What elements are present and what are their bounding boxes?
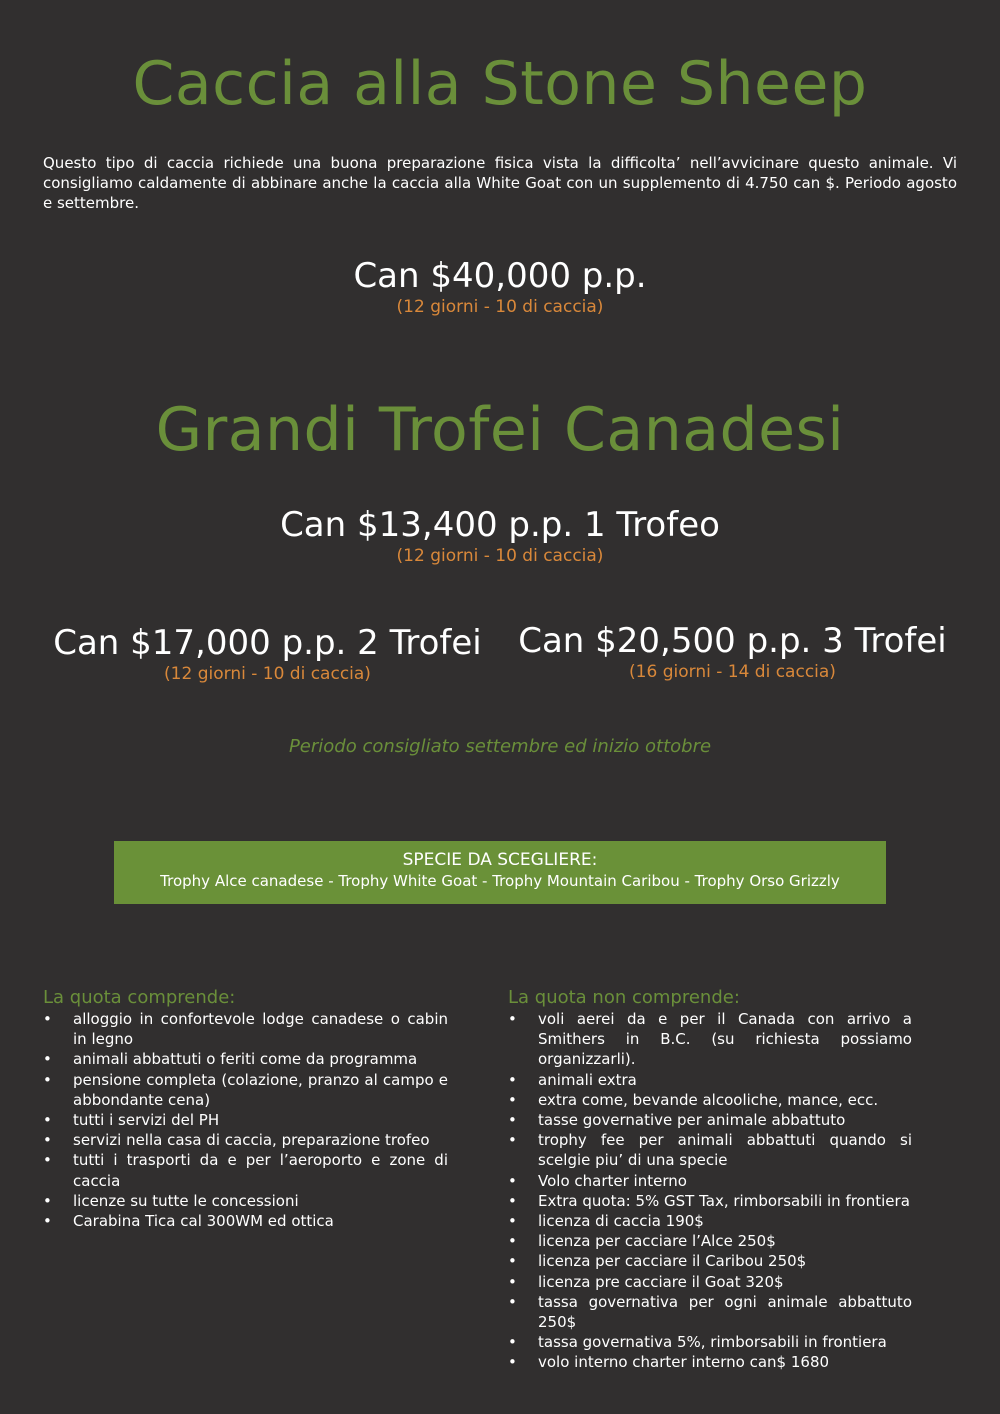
list-item [508,1070,912,1090]
bullet-icon: • [508,1070,517,1089]
list-item [508,1171,912,1191]
list-item [43,1049,448,1069]
list-item [508,1332,912,1352]
bullet-icon: • [508,1010,517,1028]
price-note: (12 giorni - 10 di caccia) [396,297,604,317]
species-list: Trophy Alce canadese - Trophy White Goat - Trophy Mountain Caribou - Trophy Orso Grizzly [160,872,840,890]
excludes-heading: La quota non comprende: [508,987,740,1008]
list-item-text: Volo charter interno [538,1171,687,1190]
includes-heading: La quota comprende: [43,987,236,1008]
bullet-icon: • [43,1212,52,1231]
price-amount: Can $13,400 p.p. 1 Trofeo [280,505,720,545]
list-item [43,1211,448,1231]
list-item [43,1150,448,1190]
bullet-icon: • [508,1292,517,1311]
list-item-text: animali extra [538,1070,637,1089]
list-item-text: Carabina Tica cal 300WM ed ottica [73,1212,334,1231]
list-item-text: licenza per cacciare il Caribou 250$ [538,1252,807,1271]
bullet-icon: • [43,1070,52,1089]
list-item [508,1191,912,1211]
list-item [508,1352,912,1372]
list-item-text: tassa governativa 5%, rimborsabili in frontiera [538,1333,887,1352]
price-amount: Can $17,000 p.p. 2 Trofei [53,623,482,663]
intro-paragraph: Questo tipo di caccia richiede una buona preparazione fisica vista la difficolta’ nell’avvicinare questo animale. Vi consigliamo caldamente di abbinare anche la caccia alla White Goat con un supplemento di 4.750 can $. Periodo agosto e settembre. [43,154,957,212]
bullet-icon: • [508,1111,517,1130]
list-item [508,1211,912,1231]
list-item-text: voli aerei da e per il Canada con arrivo a Smithers in B.C. (su richiesta possiamo organizzarli). [538,1010,912,1069]
list-item [43,1070,448,1110]
list-item [43,1110,448,1130]
bullet-icon: • [508,1171,517,1190]
bullet-icon: • [508,1131,517,1150]
list-item [508,1251,912,1271]
list-item [508,1110,912,1130]
list-item-text: licenze su tutte le concessioni [73,1191,299,1210]
price-note: (16 giorni - 14 di caccia) [629,662,836,682]
excludes-column [508,987,912,1373]
price-amount: Can $20,500 p.p. 3 Trofei [518,621,947,661]
stone-sheep-price [250,256,750,318]
page-title: Caccia alla Stone Sheep [132,49,868,119]
list-item-text: licenza per cacciare l’Alce 250$ [538,1232,776,1251]
list-item-text: animali abbattuti o feriti come da programma [73,1050,418,1069]
section-title: Grandi Trofei Canadesi [155,395,845,465]
bullet-icon: • [43,1010,52,1028]
bullet-icon: • [508,1232,517,1251]
list-item-text: tutti i servizi del PH [73,1111,220,1130]
list-item-text: extra come, bevande alcooliche, mance, ecc. [538,1090,879,1109]
bullet-icon: • [508,1353,517,1372]
list-item-text: tassa governativa per ogni animale abbattuto 250$ [538,1292,912,1332]
list-item [508,1130,912,1170]
list-item-text: licenza pre cacciare il Goat 320$ [538,1272,784,1291]
bullet-icon: • [43,1050,52,1069]
list-item [43,1191,448,1211]
bullet-icon: • [43,1191,52,1210]
trophy-option-1 [200,505,800,567]
list-item [508,1292,912,1332]
list-item-text: trophy fee per animali abbattuti quando si scelgie piu’ di una specie [538,1131,912,1170]
list-item-text: volo interno charter interno can$ 1680 [538,1353,830,1372]
list-item [508,1272,912,1292]
includes-list [43,1009,448,1231]
species-heading: SPECIE DA SCEGLIERE: [402,850,598,870]
trophy-option-2 [30,623,505,685]
list-item [43,1009,448,1049]
bullet-icon: • [43,1151,52,1170]
list-item [508,1231,912,1251]
bullet-icon: • [508,1272,517,1291]
bullet-icon: • [508,1191,517,1210]
bullet-icon: • [508,1333,517,1352]
bullet-icon: • [43,1131,52,1150]
recommended-period: Periodo consigliato settembre ed inizio ottobre [288,736,712,757]
list-item-text: pensione completa (colazione, pranzo al campo e abbondante cena) [73,1070,448,1109]
list-item-text: licenza di caccia 190$ [538,1212,704,1231]
bullet-icon: • [508,1090,517,1109]
list-item [508,1009,912,1070]
list-item-text: Extra quota: 5% GST Tax, rimborsabili in frontiera [538,1191,910,1210]
list-item-text: tutti i trasporti da e per l’aeroporto e zone di caccia [73,1151,448,1190]
price-amount: Can $40,000 p.p. [353,256,647,296]
includes-column [43,987,448,1231]
bullet-icon: • [43,1111,52,1130]
list-item [508,1090,912,1110]
price-note: (12 giorni - 10 di caccia) [396,546,604,566]
bullet-icon: • [508,1212,517,1231]
species-box [114,841,886,904]
bullet-icon: • [508,1252,517,1271]
price-note: (12 giorni - 10 di caccia) [164,664,371,684]
excludes-list [508,1009,912,1373]
list-item-text: servizi nella casa di caccia, preparazione trofeo [73,1131,430,1150]
list-item-text: alloggio in confortevole lodge canadese o cabin in legno [73,1010,448,1049]
list-item-text: tasse governative per animale abbattuto [538,1111,846,1130]
list-item [43,1130,448,1150]
trophy-option-3 [495,621,970,683]
